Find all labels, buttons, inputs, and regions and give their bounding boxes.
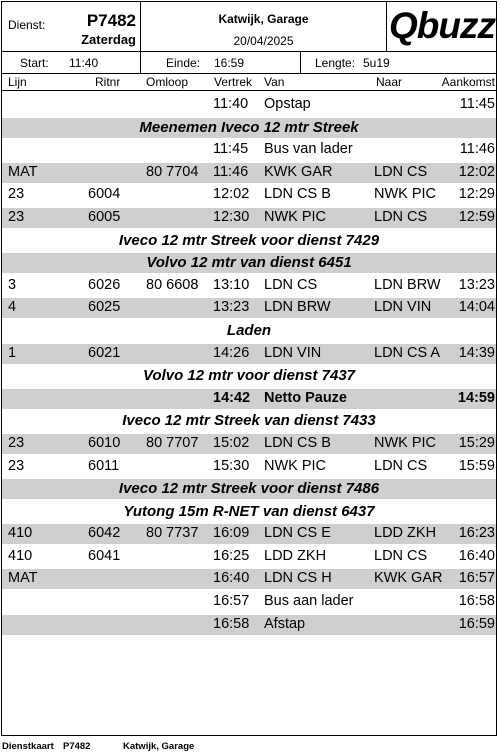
- cell-vertrek: 13:10: [213, 276, 250, 293]
- cell-naar: LDN BRW: [374, 276, 441, 293]
- cell-van: LDN CS E: [264, 525, 331, 542]
- lengte-box: [301, 52, 497, 74]
- cell-naar: LDN CS: [374, 547, 428, 564]
- cell-van: LDN VIN: [264, 344, 322, 361]
- dienst-box: [2, 2, 141, 52]
- cell-lijn: 23: [8, 186, 25, 203]
- cell-ritnr: 6004: [88, 186, 121, 203]
- section-header-row: [2, 253, 496, 273]
- footer-dienst: P7482: [63, 741, 91, 752]
- cell-ritnr: 6011: [88, 457, 120, 474]
- cell-aankomst: 11:45: [459, 96, 495, 112]
- col-lijn: Lijn: [8, 75, 27, 89]
- dienst-label: Dienst:: [8, 18, 46, 32]
- qbuzz-logo: Qbuzz: [389, 5, 495, 46]
- trip-row: [2, 592, 496, 612]
- section-header-row: [2, 479, 496, 499]
- location-date-box: [141, 2, 387, 52]
- start-time: 11:40: [69, 56, 99, 70]
- cell-vertrek: 16:40: [213, 570, 250, 587]
- cell-aankomst: 16:59: [458, 615, 495, 632]
- cell-van: Bus van lader: [264, 141, 353, 158]
- lengte-value: 5u19: [363, 56, 390, 70]
- cell-aankomst: 14:04: [458, 299, 495, 316]
- col-aankomst: Aankomst: [441, 75, 495, 89]
- cell-naar: LDN CS: [374, 457, 428, 474]
- cell-lijn: 410: [8, 525, 33, 542]
- cell-ritnr: 6026: [88, 276, 121, 293]
- cell-vertrek: 11:45: [213, 141, 249, 158]
- cell-aankomst: 16:57: [458, 570, 495, 587]
- cell-van: LDN CS B: [264, 434, 331, 451]
- date: 20/04/2025: [233, 34, 294, 48]
- cell-naar: NWK PIC: [374, 434, 437, 451]
- col-vertrek: Vertrek: [214, 75, 253, 89]
- start-box: [2, 52, 141, 74]
- cell-aankomst: 14:39: [458, 344, 495, 361]
- cell-naar: LDN CS A: [374, 344, 441, 361]
- cell-vertrek: 15:02: [213, 434, 250, 451]
- cell-lijn: MAT: [8, 163, 38, 180]
- cell-lijn: 4: [8, 299, 17, 316]
- cell-aankomst: 13:23: [458, 276, 495, 293]
- cell-van: LDN CS: [264, 276, 318, 293]
- cell-vertrek: 15:30: [213, 457, 250, 474]
- section-header-row: [2, 411, 496, 431]
- column-header: [2, 74, 496, 91]
- dienst-number: P7482: [86, 11, 136, 30]
- section-header-text: Meenemen Iveco 12 mtr Streek: [139, 118, 359, 136]
- section-header-text: Iveco 12 mtr Streek voor dienst 7429: [118, 231, 380, 249]
- cell-ritnr: 6021: [88, 344, 121, 361]
- section-header-text: Laden: [226, 321, 272, 339]
- footer-label: Dienstkaart: [2, 741, 54, 752]
- cell-ritnr: 6025: [88, 299, 121, 316]
- cell-van: Netto Pauze: [264, 389, 347, 406]
- cell-aankomst: 11:46: [459, 141, 495, 158]
- trip-row: [2, 434, 496, 454]
- pause-row: [2, 389, 496, 409]
- cell-vertrek: 16:58: [213, 615, 250, 632]
- trip-row: [2, 569, 496, 589]
- cell-van: NWK PIC: [264, 457, 327, 474]
- cell-aankomst: 15:29: [458, 434, 495, 451]
- trip-row: [2, 344, 496, 364]
- cell-van: Afstap: [264, 615, 306, 632]
- einde-box: [141, 52, 301, 74]
- cell-lijn: 3: [8, 276, 17, 293]
- einde-label: Einde:: [166, 56, 201, 70]
- trip-row: [2, 208, 496, 228]
- cell-vertrek: 11:40: [213, 96, 249, 112]
- section-header-text: Iveco 12 mtr Streek van dienst 7433: [122, 412, 376, 430]
- cell-naar: LDN VIN: [374, 299, 432, 316]
- cell-van: LDD ZKH: [264, 547, 327, 564]
- section-header-text: Volvo 12 mtr van dienst 6451: [146, 254, 352, 272]
- section-header-row: [2, 502, 496, 522]
- section-header-row: [2, 321, 496, 341]
- cell-van: NWK PIC: [264, 208, 327, 225]
- cell-lijn: MAT: [8, 570, 38, 587]
- cell-aankomst: 15:59: [458, 457, 495, 474]
- lengte-label: Lengte:: [315, 56, 356, 70]
- col-naar: Naar: [376, 75, 403, 89]
- col-van: Van: [264, 75, 285, 89]
- cell-van: LDN BRW: [264, 299, 331, 316]
- cell-ritnr: 6041: [88, 547, 121, 564]
- cell-omloop: 80 7737: [146, 525, 199, 542]
- cell-omloop: 80 7707: [146, 434, 199, 451]
- trip-row: [2, 615, 496, 635]
- section-header-row: [2, 118, 496, 138]
- start-label: Start:: [20, 56, 49, 70]
- cell-aankomst: 16:23: [458, 525, 495, 542]
- cell-naar: KWK GAR: [374, 570, 443, 587]
- cell-aankomst: 12:02: [458, 163, 495, 180]
- trip-row: [2, 185, 496, 205]
- cell-ritnr: 6005: [88, 208, 121, 225]
- cell-naar: LDD ZKH: [374, 525, 437, 542]
- trip-row: [2, 524, 496, 544]
- section-header-row: [2, 231, 496, 251]
- cell-vertrek: 12:02: [213, 186, 250, 203]
- cell-ritnr: 6042: [88, 525, 121, 542]
- cell-van: Bus aan lader: [264, 593, 354, 610]
- trip-row: [2, 276, 496, 296]
- cell-naar: LDN CS: [374, 163, 428, 180]
- cell-van: LDN CS H: [264, 570, 332, 587]
- trip-row: [2, 298, 496, 318]
- cell-omloop: 80 6608: [146, 276, 199, 293]
- footer-location: Katwijk, Garage: [123, 741, 195, 752]
- col-omloop: Omloop: [146, 75, 189, 89]
- trip-row: [2, 457, 496, 477]
- cell-van: LDN CS B: [264, 186, 331, 203]
- cell-aankomst: 16:40: [458, 547, 495, 564]
- cell-aankomst: 12:29: [458, 186, 495, 203]
- duty-card: [1, 1, 497, 736]
- cell-lijn: 1: [8, 344, 17, 361]
- trip-row: [2, 163, 496, 183]
- cell-lijn: 410: [8, 547, 33, 564]
- cell-vertrek: 16:25: [213, 547, 250, 564]
- trip-row: [2, 547, 496, 567]
- section-header-text: Yutong 15m R-NET van dienst 6437: [123, 502, 375, 520]
- cell-omloop: 80 7704: [146, 163, 199, 180]
- cell-vertrek: 16:09: [213, 525, 250, 542]
- duty-rows: [2, 95, 496, 637]
- cell-aankomst: 14:59: [457, 389, 495, 406]
- trip-row: [2, 95, 496, 115]
- cell-vertrek: 13:23: [213, 299, 250, 316]
- cell-vertrek: 12:30: [213, 208, 250, 225]
- cell-van: Opstap: [264, 96, 311, 112]
- section-header-text: Iveco 12 mtr Streek voor dienst 7486: [118, 480, 380, 498]
- cell-ritnr: 6010: [88, 434, 121, 451]
- dienst-day: Zaterdag: [81, 32, 136, 47]
- cell-naar: NWK PIC: [374, 186, 437, 203]
- cell-aankomst: 16:58: [458, 593, 495, 610]
- logo-box: [387, 2, 497, 52]
- cell-naar: LDN CS: [374, 208, 428, 225]
- section-header-text: Volvo 12 mtr voor dienst 7437: [142, 367, 356, 385]
- cell-vertrek: 14:42: [213, 389, 251, 406]
- cell-lijn: 23: [8, 434, 25, 451]
- location: Katwijk, Garage: [218, 12, 309, 26]
- cell-vertrek: 14:26: [213, 344, 250, 361]
- cell-lijn: 23: [8, 457, 25, 474]
- trip-row: [2, 140, 496, 160]
- cell-aankomst: 12:59: [458, 208, 495, 225]
- cell-lijn: 23: [8, 208, 25, 225]
- cell-vertrek: 11:46: [213, 163, 249, 180]
- col-ritnr: Ritnr: [95, 75, 121, 89]
- einde-time: 16:59: [214, 56, 245, 70]
- cell-van: KWK GAR: [264, 163, 333, 180]
- cell-vertrek: 16:57: [213, 593, 250, 610]
- section-header-row: [2, 366, 496, 386]
